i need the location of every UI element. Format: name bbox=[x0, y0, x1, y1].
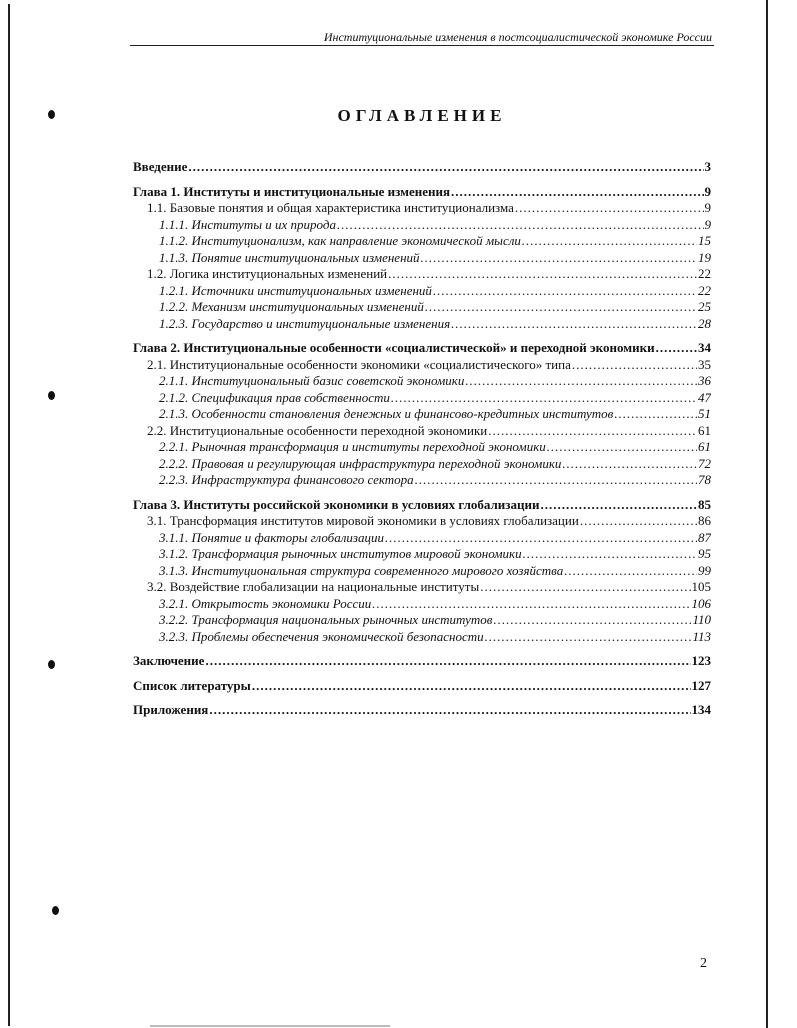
toc-entry-section[interactable]: 1.2. Логика институциональных изменений ..... 22 bbox=[133, 266, 711, 283]
toc-entry-introduction[interactable]: Введение ..... 3 bbox=[133, 159, 711, 176]
toc-entry-chapter-1[interactable]: Глава 1. Институты и институциональные изменения ..... 9 bbox=[133, 184, 711, 201]
punch-hole-mark bbox=[48, 391, 55, 400]
punch-hole-mark bbox=[48, 660, 55, 669]
page-border-bottom bbox=[150, 1025, 390, 1027]
toc-entry-subsection[interactable]: 2.2.2. Правовая и регулирующая инфраструктура переходной экономики ..... 72 bbox=[133, 456, 711, 473]
toc-entry-section[interactable]: 2.1. Институциональные особенности экономики «социалистического» типа ..... 35 bbox=[133, 357, 711, 374]
toc-entry-subsection[interactable]: 3.1.1. Понятие и факторы глобализации ..... 87 bbox=[133, 530, 711, 547]
toc-entry-chapter-2[interactable]: Глава 2. Институциональные особенности «социалистической» и переходной экономики ..... 34 bbox=[133, 340, 711, 357]
punch-hole-mark bbox=[48, 110, 55, 119]
toc-entry-conclusion[interactable]: Заключение ..... 123 bbox=[133, 653, 711, 670]
toc-title: ОГЛАВЛЕНИЕ bbox=[337, 106, 507, 125]
toc-entry-subsection[interactable]: 3.2.2. Трансформация национальных рыночных институтов ..... 110 bbox=[133, 612, 711, 629]
toc-entry-chapter-3[interactable]: Глава 3. Институты российской экономики в условиях глобализации ..... 85 bbox=[133, 497, 711, 514]
toc-entry-subsection[interactable]: 2.1.1. Институциональный базис советской экономики ..... 36 bbox=[133, 373, 711, 390]
toc-entry-subsection[interactable]: 2.1.2. Спецификация прав собственности ..... 47 bbox=[133, 390, 711, 407]
toc-entry-bibliography[interactable]: Список литературы ..... 127 bbox=[133, 678, 711, 695]
toc-entry-appendices[interactable]: Приложения ..... 134 bbox=[133, 702, 711, 719]
toc-entry-subsection[interactable]: 1.2.1. Источники институциональных изменений ..... 22 bbox=[133, 283, 711, 300]
toc-entry-subsection[interactable]: 3.1.3. Институциональная структура современного мирового хозяйства ..... 99 bbox=[133, 563, 711, 580]
page-border-left bbox=[8, 4, 10, 1026]
toc-entry-subsection[interactable]: 2.1.3. Особенности становления денежных и финансово-кредитных институтов ..... 51 bbox=[133, 406, 711, 423]
header-rule bbox=[130, 45, 714, 46]
toc-entry-section[interactable]: 2.2. Институциональные особенности переходной экономики ..... 61 bbox=[133, 423, 711, 440]
page-number: 2 bbox=[700, 956, 707, 971]
toc-entry-subsection[interactable]: 3.2.3. Проблемы обеспечения экономической безопасности ..... 113 bbox=[133, 629, 711, 646]
toc-entry-subsection[interactable]: 1.1.3. Понятие институциональных изменений ..... 19 bbox=[133, 250, 711, 267]
running-header: Институциональные изменения в постсоциалистической экономике России bbox=[323, 30, 712, 44]
toc-entry-section[interactable]: 3.2. Воздействие глобализации на национальные институты ..... 105 bbox=[133, 579, 711, 596]
toc-entry-subsection[interactable]: 2.2.1. Рыночная трансформация и институты переходной экономики ..... 61 bbox=[133, 439, 711, 456]
toc-entry-subsection[interactable]: 1.2.3. Государство и институциональные изменения ..... 28 bbox=[133, 316, 711, 333]
toc-entry-subsection[interactable]: 2.2.3. Инфраструктура финансового сектора ..... 78 bbox=[133, 472, 711, 489]
toc-entry-subsection[interactable]: 3.2.1. Открытость экономики России ..... 106 bbox=[133, 596, 711, 613]
toc-entry-section[interactable]: 3.1. Трансформация институтов мировой экономики в условиях глобализации ..... 86 bbox=[133, 513, 711, 530]
punch-hole-mark bbox=[52, 906, 59, 915]
table-of-contents bbox=[133, 159, 711, 719]
toc-entry-section[interactable]: 1.1. Базовые понятия и общая характеристика институционализма ..... 9 bbox=[133, 200, 711, 217]
toc-entry-subsection[interactable]: 3.1.2. Трансформация рыночных институтов мировой экономики ..... 95 bbox=[133, 546, 711, 563]
toc-entry-subsection[interactable]: 1.1.2. Институционализм, как направление экономической мысли ..... 15 bbox=[133, 233, 711, 250]
toc-entry-subsection[interactable]: 1.2.2. Механизм институциональных изменений ..... 25 bbox=[133, 299, 711, 316]
toc-entry-subsection[interactable]: 1.1.1. Институты и их природа ..... 9 bbox=[133, 217, 711, 234]
page-border-right bbox=[766, 0, 768, 1028]
